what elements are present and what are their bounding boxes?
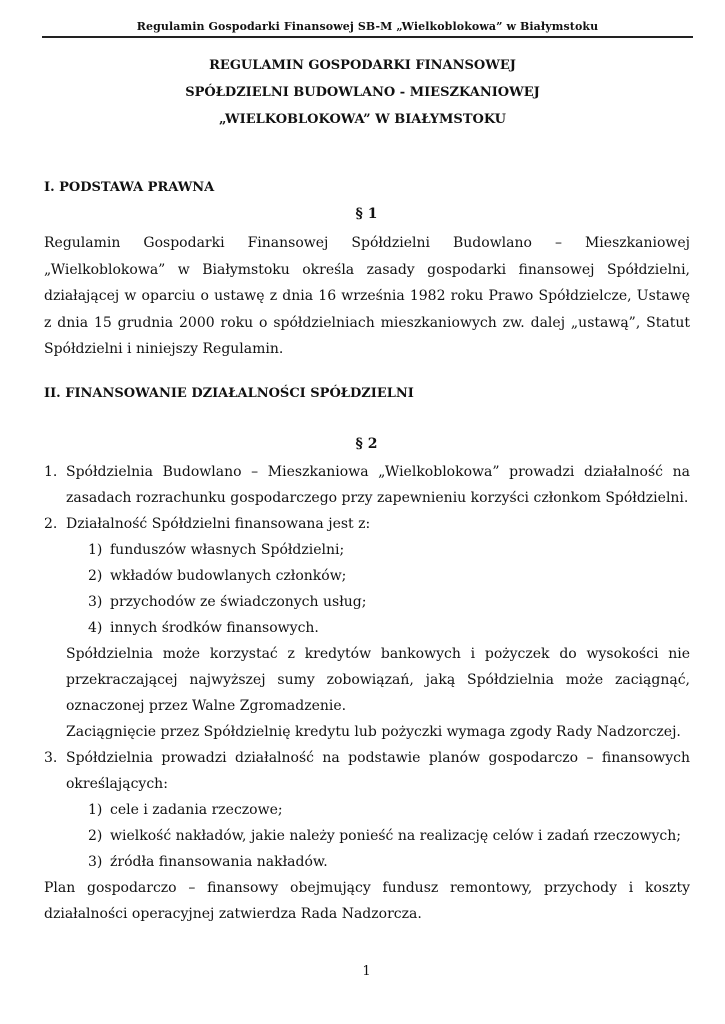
sub-item: 3) przychodów ze świadczonych usług; bbox=[88, 594, 367, 610]
list-item-text: Działalność Spółdzielni finansowana jest z: bbox=[66, 516, 371, 532]
list-item-1 bbox=[44, 459, 690, 511]
loan-note: Spółdzielnia może korzystać z kredytów bankowych i pożyczek do wysokości nie przekraczającej najwyższej sumy zobowiązań, jaką Spółdzielnia może zaciągnąć, oznaczonej przez Walne Zgromadzenie. bbox=[66, 646, 690, 714]
list-item-number: 3. bbox=[44, 750, 58, 766]
sub-item: 3) źródła finansowania nakładów. bbox=[88, 854, 328, 870]
page-number: 1 bbox=[362, 964, 371, 979]
paragraph-mark-1: § 1 bbox=[355, 206, 378, 222]
list-item-3 bbox=[44, 745, 690, 797]
title-line-2: SPÓŁDZIELNI BUDOWLANO - MIESZKANIOWEJ bbox=[185, 85, 540, 100]
title-line-3: „WIELKOBLOKOWA” W BIAŁYMSTOKU bbox=[218, 112, 506, 127]
section-2-heading: II. FINANSOWANIE DZIAŁALNOŚCI SPÓŁDZIELNI bbox=[44, 386, 414, 401]
list-item-text: Spółdzielnia prowadzi działalność na podstawie planów gospodarczo – finansowych określających: bbox=[66, 750, 690, 792]
list-item-2 bbox=[44, 511, 690, 537]
approval-note: Zaciągnięcie przez Spółdzielnię kredytu lub pożyczki wymaga zgody Rady Nadzorczej. bbox=[66, 724, 681, 740]
sub-item: 4) innych środków finansowych. bbox=[88, 620, 319, 636]
sub-item: 2) wkładów budowlanych członków; bbox=[88, 568, 347, 584]
closing-paragraph: Plan gospodarczo – finansowy obejmujący fundusz remontowy, przychody i koszty działalności operacyjnej zatwierdza Rada Nadzorcza. bbox=[44, 880, 690, 922]
sub-item: 1) cele i zadania rzeczowe; bbox=[88, 802, 283, 818]
document-title bbox=[0, 52, 725, 133]
list-item-number: 2. bbox=[44, 516, 58, 532]
paragraph-mark-2: § 2 bbox=[355, 436, 378, 452]
sub-item: 2) wielkość nakładów, jakie należy ponieść na realizację celów i zadań rzeczowych; bbox=[88, 828, 681, 844]
title-line-1: REGULAMIN GOSPODARKI FINANSOWEJ bbox=[209, 58, 516, 73]
list-item-text: Spółdzielnia Budowlano – Mieszkaniowa „Wielkoblokowa” prowadzi działalność na zasadach rozrachunku gospodarczego przy zapewnieniu korzyści członkom Spółdzielni. bbox=[66, 464, 690, 506]
list-item-number: 1. bbox=[44, 464, 58, 480]
section-1-heading: I. PODSTAWA PRAWNA bbox=[44, 180, 215, 195]
running-header: Regulamin Gospodarki Finansowej SB-M „Wielkoblokowa” w Białymstoku bbox=[42, 20, 693, 38]
sub-item: 1) funduszów własnych Spółdzielni; bbox=[88, 542, 345, 558]
section-1-text: Regulamin Gospodarki Finansowej Spółdzielni Budowlano – Mieszkaniowej „Wielkoblokowa” w Białymstoku określa zasady gospodarki finansowej Spółdzielni, działającej w oparciu o ustawę z dnia 16 września 1982 roku Prawo Spółdzielcze, Ustawę z dnia 15 grudnia 2000 roku o spółdzielniach mieszkaniowych zw. dalej „ustawą”, Statut Spółdzielni i niniejszy Regulamin. bbox=[44, 235, 690, 357]
